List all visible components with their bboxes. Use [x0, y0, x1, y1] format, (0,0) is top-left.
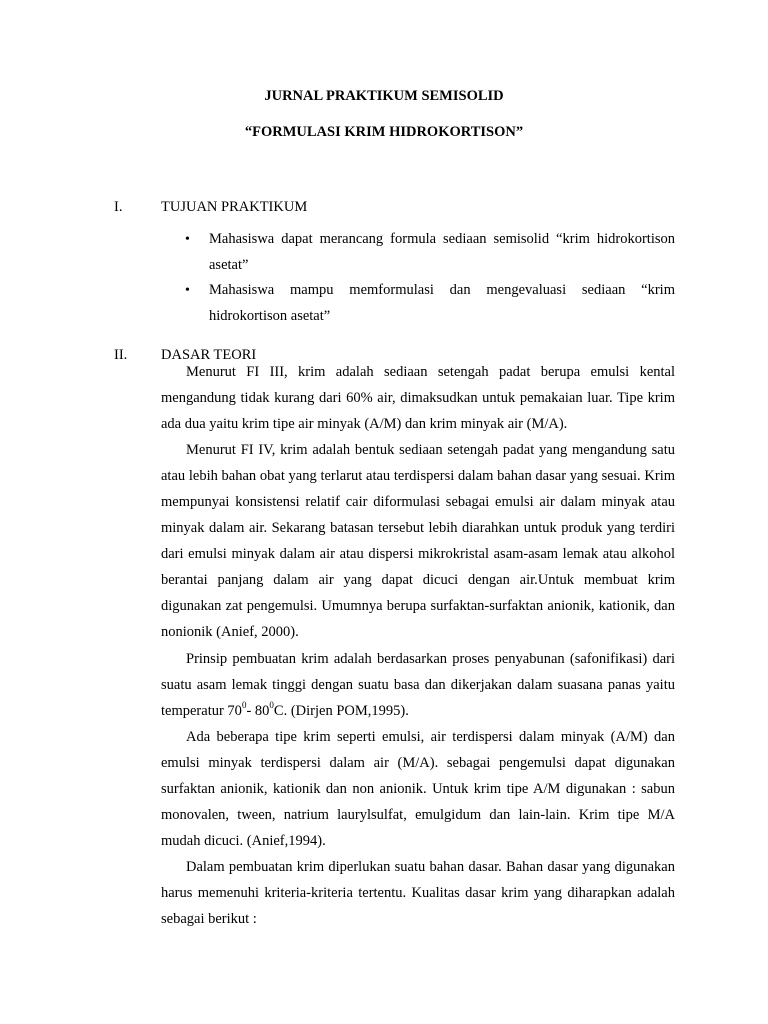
objective-text: Mahasiswa dapat merancang formula sediaan semisolid “krim hidrokortison asetat”: [209, 231, 675, 273]
paragraph-text: - 80: [246, 702, 270, 719]
theory-body: [161, 359, 675, 932]
section-1-title: TUJUAN PRAKTIKUM: [161, 199, 308, 215]
objective-item: [185, 227, 675, 278]
section-2-number: II.: [114, 347, 128, 363]
document-title: JURNAL PRAKTIKUM SEMISOLID: [264, 88, 504, 104]
theory-paragraph: Dalam pembuatan krim diperlukan suatu bahan dasar. Bahan dasar yang digunakan harus memenuhi kriteria-kriteria tertentu. Kualitas dasar krim yang diharapkan adalah sebagai berikut :: [161, 858, 675, 927]
bullet-icon: •: [185, 283, 190, 298]
theory-paragraph: Menurut FI III, krim adalah sediaan setengah padat berupa emulsi kental mengandung tidak kurang dari 60% air, dimaksudkan untuk pemakaian luar. Tipe krim ada dua yaitu krim tipe air minyak (A/M) dan krim minyak air (M/A).: [161, 364, 675, 433]
theory-paragraph: [161, 646, 675, 724]
paragraph-text: Prinsip pembuatan krim adalah berdasarkan proses penyabunan (safonifikasi) dari suatu asam lemak tinggi dengan suatu basa dan dikerjakan dalam suasana panas yaitu temperatur 70: [161, 650, 675, 719]
objective-item: [185, 278, 675, 329]
superscript: 0: [241, 699, 247, 710]
superscript: 0: [269, 699, 274, 710]
theory-paragraph: Menurut FI IV, krim adalah bentuk sediaan setengah padat yang mengandung satu atau lebih bahan obat yang terlarut atau terdispersi dalam bahan dasar yang sesuai. Krim mempunyai konsistensi relatif cair diformulasi sebagai emulsi air dalam minyak atau minyak dalam air. Sekarang batasan tersebut lebih diarahkan untuk produk yang terdiri dari emulsi minyak dalam air atau dispersi mikrokristal asam-asam lemak atau alkohol berantai panjang dalam air yang dapat dicuci dengan air.Untuk membuat krim digunakan zat pengemulsi. Umumnya berupa surfaktan-surfaktan anionik, kationik, dan nonionik (Anief, 2000).: [161, 442, 675, 641]
section-2-title: DASAR TEORI: [161, 347, 257, 363]
section-1-number: I.: [114, 199, 123, 215]
objectives-list: [185, 227, 675, 329]
objective-text: Mahasiswa mampu memformulasi dan mengevaluasi sediaan “krim hidrokortison asetat”: [209, 282, 675, 324]
document-subtitle: “FORMULASI KRIM HIDROKORTISON”: [244, 124, 524, 140]
bullet-icon: •: [185, 232, 190, 247]
theory-paragraph: Ada beberapa tipe krim seperti emulsi, air terdispersi dalam minyak (A/M) dan emulsi minyak terdispersi dalam air (M/A). sebagai pengemulsi dapat digunakan surfaktan anionik, kationik dan non anionik. Untuk krim tipe A/M digunakan : sabun monovalen, tween, natrium laurylsulfat, emulgidum dan lain-lain. Krim tipe M/A mudah dicuci. (Anief,1994).: [161, 728, 675, 849]
paragraph-text: C. (Dirjen POM,1995).: [273, 702, 409, 719]
